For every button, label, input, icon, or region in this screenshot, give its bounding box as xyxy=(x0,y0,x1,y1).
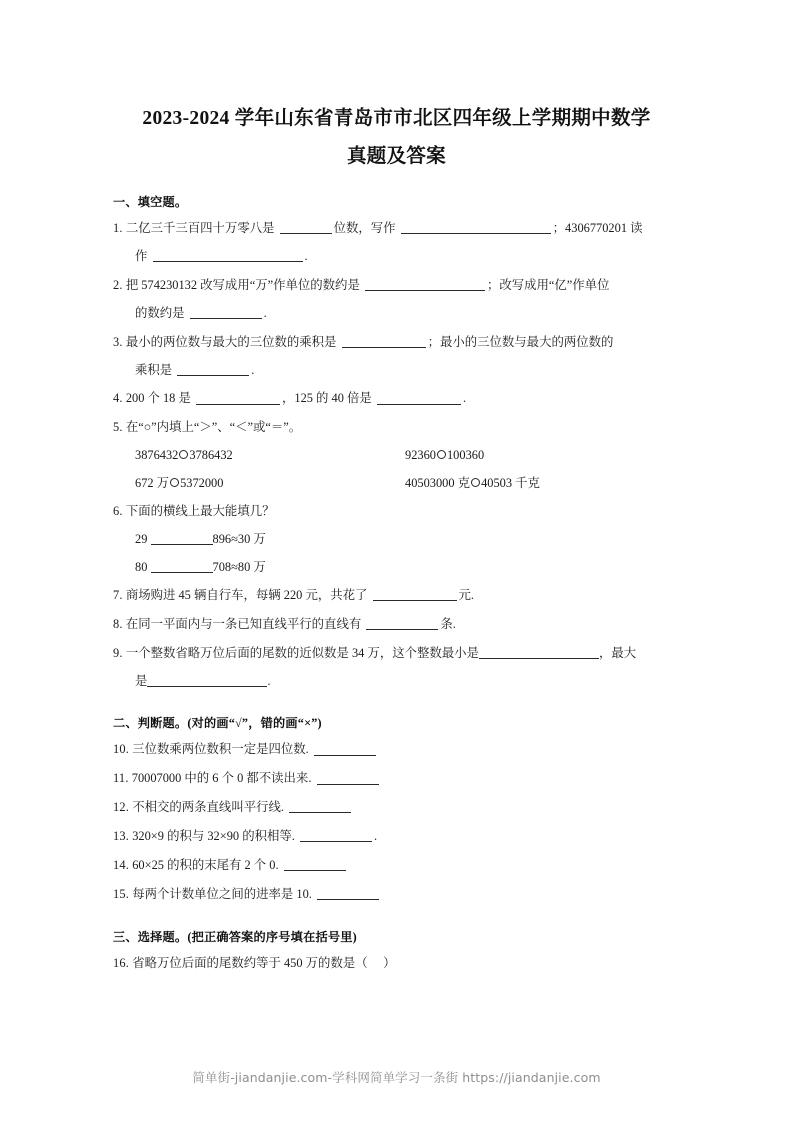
question-12-text: 不相交的两条直线叫平行线. xyxy=(132,800,284,815)
question-3-text-b: ；最小的三位数与最大的两位数的 xyxy=(427,334,614,349)
question-6-sub-1-suffix: 896≈30 万 xyxy=(212,532,266,546)
question-3-number: 3. xyxy=(113,334,123,349)
question-10 xyxy=(113,736,680,764)
compare-pair-1-right: 3786432 xyxy=(189,448,233,463)
question-5-number: 5. xyxy=(113,420,123,435)
page-title xyxy=(113,0,680,176)
compare-pair-2-right: 100360 xyxy=(446,448,485,463)
question-2 xyxy=(113,272,680,328)
question-4-number: 4. xyxy=(113,391,123,406)
question-3 xyxy=(113,329,680,385)
circle-blank-icon[interactable] xyxy=(179,450,188,459)
question-9-text-d: . xyxy=(267,673,271,688)
question-5-text: 在“○”内填上“＞”、“＜”或“＝”。 xyxy=(125,420,302,435)
question-9-text-b: ，最大 xyxy=(598,645,637,660)
question-7-blank[interactable] xyxy=(373,588,457,601)
question-5 xyxy=(113,414,680,442)
circle-blank-icon[interactable] xyxy=(170,478,179,487)
compare-pair-4-left: 40503000 克 xyxy=(405,476,471,491)
question-6-sub-1-prefix: 29 xyxy=(135,532,148,546)
question-5-compare-row-2 xyxy=(113,470,680,498)
question-9 xyxy=(113,640,680,696)
footer-watermark: 简单街-jiandanjie.com-学科网简单学习一条街 https://jiandanjie.com xyxy=(192,1070,601,1085)
question-16-text-a: 省略万位后面的尾数约等于 450 万的数是（ xyxy=(132,955,368,970)
circle-blank-icon[interactable] xyxy=(471,478,480,487)
question-2-number: 2. xyxy=(113,277,123,292)
question-7-number: 7. xyxy=(113,587,123,602)
compare-pair-4-right: 40503 千克 xyxy=(481,476,540,491)
question-3-text-c: 乘积是 xyxy=(135,362,173,377)
question-9-blank-2[interactable] xyxy=(147,674,267,687)
question-4-text-a: 200 个 18 是 xyxy=(125,391,191,406)
question-6-sub-2-suffix: 708≈80 万 xyxy=(212,559,266,574)
question-13-text-b: . xyxy=(373,829,378,844)
question-8-text-a: 在同一平面内与一条已知直线平行的直线有 xyxy=(125,616,362,631)
question-6-subline-1 xyxy=(113,526,680,554)
question-9-blank-1[interactable] xyxy=(479,646,599,659)
question-9-number: 9. xyxy=(113,645,123,660)
section-heading-fill-in: 一、填空题。 xyxy=(113,195,188,210)
question-1-text-a: 二亿三千三百四十万零八是 xyxy=(125,221,275,236)
question-9-text-c: 是 xyxy=(135,673,148,688)
question-1-blank-3[interactable] xyxy=(153,249,303,262)
section-heading-true-false: 二、判断题。(对的画“√”，错的画“×”) xyxy=(113,716,322,731)
compare-pair-1 xyxy=(135,442,405,470)
question-1-number: 1. xyxy=(113,221,123,236)
question-2-text-c: 的数约是 xyxy=(135,305,185,320)
question-1-text-c: ；4306770201 读 xyxy=(552,221,643,236)
question-3-blank-2[interactable] xyxy=(177,363,249,376)
question-13-blank[interactable] xyxy=(300,830,372,843)
question-15 xyxy=(113,881,680,909)
question-8-blank[interactable] xyxy=(366,617,438,630)
question-9-text-a: 一个整数省略万位后面的尾数的近似数是 34 万，这个整数最小是 xyxy=(125,645,479,660)
question-13-text-a: 320×9 的积与 32×90 的积相等. xyxy=(132,829,295,844)
question-6-sub-2-prefix: 80 xyxy=(135,559,148,574)
compare-pair-4 xyxy=(405,470,680,498)
question-4-blank-1[interactable] xyxy=(196,392,280,405)
question-10-number: 10. xyxy=(113,742,130,757)
question-2-text-b: ；改写成用“亿”作单位 xyxy=(486,277,610,292)
question-1-text-d: 作 xyxy=(135,248,148,263)
question-15-blank[interactable] xyxy=(317,887,379,900)
question-3-text-a: 最小的两位数与最大的三位数的乘积是 xyxy=(125,334,337,349)
circle-blank-icon[interactable] xyxy=(437,450,446,459)
question-11-blank[interactable] xyxy=(317,772,379,785)
question-15-number: 15. xyxy=(113,886,130,901)
question-1-blank-2[interactable] xyxy=(401,221,551,234)
question-4-blank-2[interactable] xyxy=(377,392,461,405)
question-8 xyxy=(113,611,680,639)
compare-pair-3-right: 5372000 xyxy=(180,476,224,491)
question-2-blank-1[interactable] xyxy=(365,278,485,291)
question-3-blank-1[interactable] xyxy=(342,335,426,348)
question-10-blank[interactable] xyxy=(314,743,376,756)
question-1-blank-1[interactable] xyxy=(280,221,332,234)
question-4-text-b: ，125 的 40 倍是 xyxy=(281,391,372,406)
question-2-text-a: 把 574230132 改写成用“万”作单位的数约是 xyxy=(125,277,360,292)
question-12 xyxy=(113,794,680,822)
question-1-text-b: 位数，写作 xyxy=(333,221,396,236)
page-title-line-2: 真题及答案 xyxy=(346,146,446,168)
compare-pair-2-left: 92360 xyxy=(405,448,436,463)
question-6 xyxy=(113,498,680,526)
question-4-text-c: . xyxy=(462,391,467,406)
compare-pair-2 xyxy=(405,442,680,470)
question-7 xyxy=(113,582,680,610)
page-title-line-1: 2023-2024 学年山东省青岛市市北区四年级上学期期中数学 xyxy=(142,108,651,129)
question-13-number: 13. xyxy=(113,829,130,844)
compare-pair-3 xyxy=(135,470,405,498)
question-2-blank-2[interactable] xyxy=(190,306,262,319)
question-8-text-b: 条. xyxy=(440,616,456,631)
question-6-subline-2 xyxy=(113,554,680,582)
question-16-text-b: ） xyxy=(383,955,396,970)
question-8-number: 8. xyxy=(113,616,123,631)
question-11 xyxy=(113,765,680,793)
question-6-number: 6. xyxy=(113,504,123,519)
question-13 xyxy=(113,823,680,851)
question-10-text: 三位数乘两位数积一定是四位数. xyxy=(132,742,309,757)
question-14-text: 60×25 的积的末尾有 2 个 0. xyxy=(132,858,279,873)
question-3-text-d: . xyxy=(251,362,255,377)
question-4 xyxy=(113,385,680,413)
question-1-text-e: . xyxy=(304,248,308,263)
question-7-text-a: 商场购进 45 辆自行车，每辆 220 元，共花了 xyxy=(125,587,368,602)
question-14-blank[interactable] xyxy=(284,859,346,872)
question-12-blank[interactable] xyxy=(289,801,351,814)
question-14-number: 14. xyxy=(113,858,130,873)
question-12-number: 12. xyxy=(113,800,130,815)
question-6-blank-2[interactable] xyxy=(151,560,213,573)
question-2-text-d: . xyxy=(263,305,267,320)
question-11-text: 70007000 中的 6 个 0 都不读出来. xyxy=(131,771,312,786)
question-6-blank-1[interactable] xyxy=(151,532,213,545)
question-16-answer-slot[interactable] xyxy=(371,956,383,970)
question-15-text: 每两个计数单位之间的进率是 10. xyxy=(132,886,312,901)
question-1 xyxy=(113,215,680,271)
question-16 xyxy=(113,950,680,978)
question-16-number: 16. xyxy=(113,955,130,970)
compare-pair-3-left: 672 万 xyxy=(135,476,170,491)
question-5-compare-row-1 xyxy=(113,442,680,470)
compare-pair-1-left: 3876432 xyxy=(135,448,179,463)
section-heading-multiple-choice: 三、选择题。(把正确答案的序号填在括号里) xyxy=(113,929,357,944)
question-11-number: 11. xyxy=(113,771,129,786)
question-7-text-b: 元. xyxy=(458,587,475,602)
question-6-text: 下面的横线上最大能填几？ xyxy=(125,504,275,519)
question-14 xyxy=(113,852,680,880)
